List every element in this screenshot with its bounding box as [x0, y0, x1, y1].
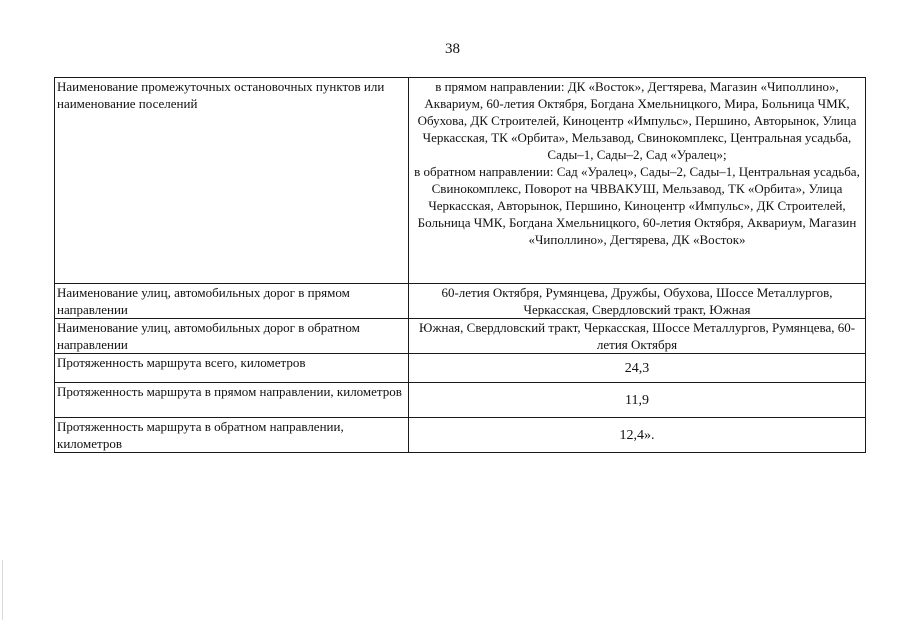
scan-margin-line [2, 560, 3, 620]
row-value-length-forward: 11,9 [409, 383, 866, 418]
table-row [55, 383, 866, 418]
stops-backward-text: в обратном направлении: Сад «Уралец», Сады–2, Сады–1, Центральная усадьба, Свинокомплекс, Поворот на ЧВВАКУШ, Мельзавод, ТК «Орбита», Улица Черкасская, Авторынок, Першино, Киноцентр «Импульс», ДК Строителей, Больница ЧМК, Богдана Хмельницкого, 60-летия Октября, Аквариум, Магазин «Чиполлино», Дегтярева, ДК «Восток» [414, 164, 860, 247]
row-label-length-forward: Протяженность маршрута в прямом направлении, километров [55, 383, 409, 418]
route-table [54, 77, 866, 453]
row-label-stops: Наименование промежуточных остановочных пунктов или наименование поселений [55, 78, 409, 284]
row-value-streets-forward: 60-летия Октября, Румянцева, Дружбы, Обухова, Шоссе Металлургов, Черкасская, Свердловский тракт, Южная [409, 284, 866, 319]
row-label-length-backward: Протяженность маршрута в обратном направлении, километров [55, 418, 409, 453]
row-value-stops [409, 78, 866, 284]
row-label-streets-backward: Наименование улиц, автомобильных дорог в обратном направлении [55, 319, 409, 354]
table-row [55, 78, 866, 284]
table-row [55, 418, 866, 453]
row-value-length-backward: 12,4». [409, 418, 866, 453]
row-value-length-total: 24,3 [409, 354, 866, 383]
table-row [55, 319, 866, 354]
page-number: 38 [445, 41, 460, 57]
stops-forward-text: в прямом направлении: ДК «Восток», Дегтярева, Магазин «Чиполлино», Аквариум, 60-летия Октября, Богдана Хмельницкого, Мира, Больница ЧМК, Обухова, ДК Строителей, Киноцентр «Импульс», Першино, Авторынок, Улица Черкасская, ТК «Орбита», Мельзавод, Свинокомплекс, Центральная усадьба, Сады–1, Сады–2, Сад «Уралец»; [417, 79, 857, 162]
row-label-streets-forward: Наименование улиц, автомобильных дорог в прямом направлении [55, 284, 409, 319]
row-value-streets-backward: Южная, Свердловский тракт, Черкасская, Шоссе Металлургов, Румянцева, 60-летия Октября [409, 319, 866, 354]
table-row [55, 284, 866, 319]
row-label-length-total: Протяженность маршрута всего, километров [55, 354, 409, 383]
table-row [55, 354, 866, 383]
